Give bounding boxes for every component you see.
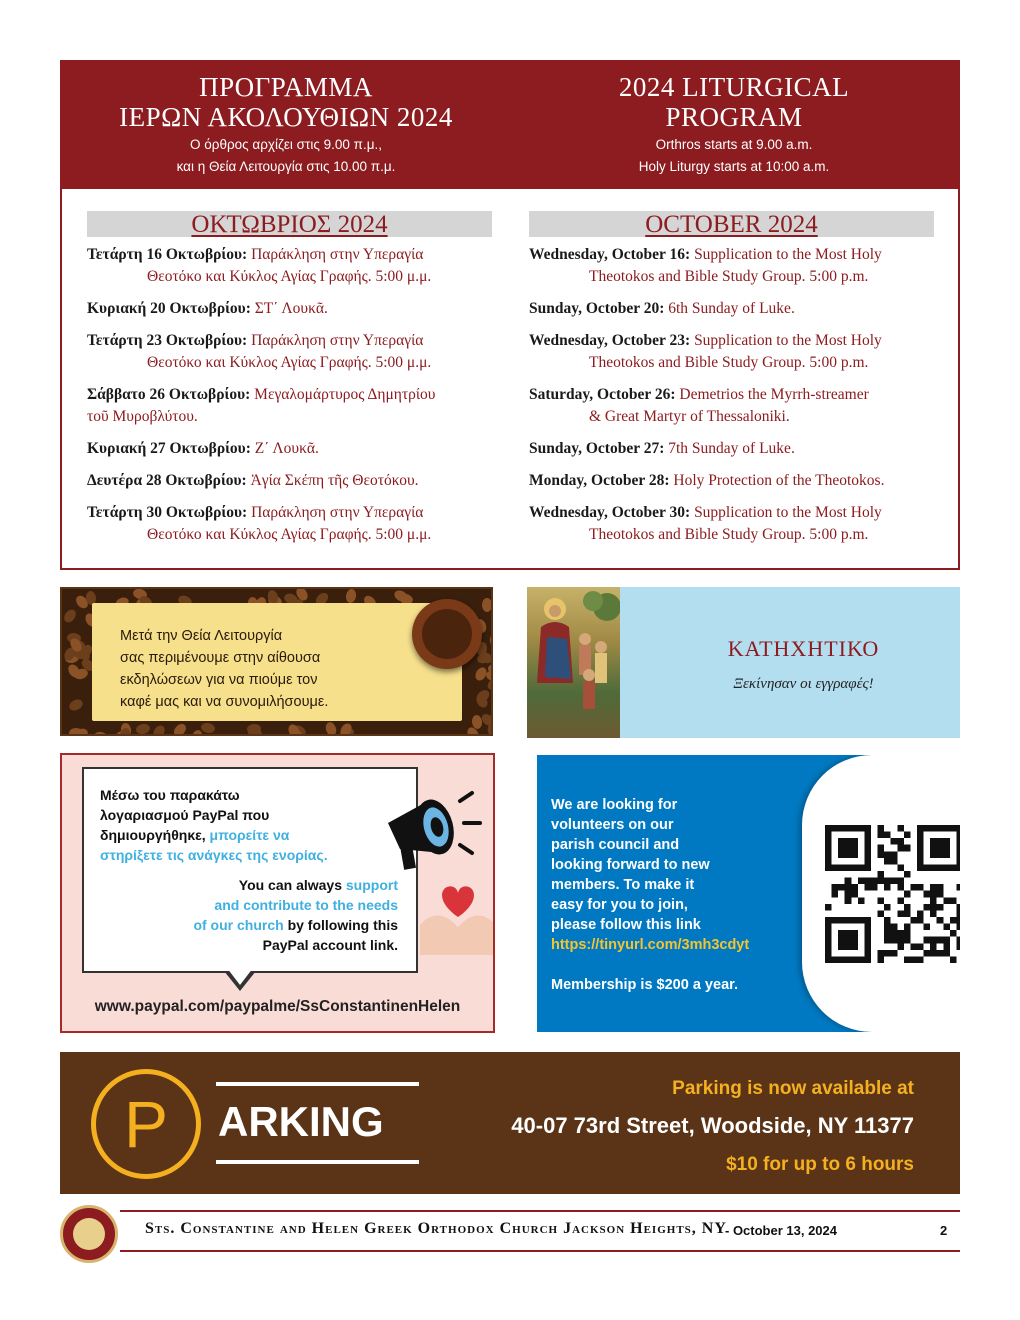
footer-rule-top [120,1210,960,1212]
qr-module [917,910,924,917]
list-item [529,330,949,374]
english-title-line1: 2024 LITURGICAL [618,72,850,102]
list-item [87,330,507,374]
page-number: 2 [940,1223,948,1238]
qr-module [943,924,950,931]
qr-module [937,950,944,957]
footer-church-name: Sts. Constantine and Helen Greek Orthodox Church Jackson Heights, NY [145,1220,727,1237]
event-date: Τετάρτη 23 Οκτωβρίου: [87,332,248,349]
event-text: Παράκληση στην Υπεραγία [251,246,424,263]
qr-module [851,884,858,891]
volunteers-link[interactable]: https://tinyurl.com/3mh3cdyt [551,937,750,953]
qr-module [884,851,891,858]
english-subtitle-1: Orthros starts at 9.00 a.m. [655,137,813,152]
qr-module [917,917,924,924]
event-text: Supplication to the Most Holy [694,332,882,349]
christ-with-children-icon [527,587,620,738]
qr-module [891,950,898,957]
event-text: Demetrios the Myrrh-streamer [679,386,869,403]
qr-module [930,943,937,950]
coffee-bean-icon [61,608,77,625]
qr-module [950,917,957,924]
qr-module [878,832,885,839]
event-date: Wednesday, October 16: [529,246,691,263]
qr-module [943,897,950,904]
qr-module [832,891,839,898]
event-text: Μεγαλομάρτυρος Δημητρίου [254,386,436,403]
qr-module [930,897,937,904]
qr-module [924,937,931,944]
event-text-continued: & Great Martyr of Thessaloniki. [589,408,790,425]
qr-module [871,884,878,891]
event-text-continued: Theotokos and Bible Study Group. 5:00 p.m. [589,354,869,371]
qr-module [950,897,957,904]
coffee-bean-icon [324,721,338,736]
qr-module [904,910,911,917]
event-text-continued: Θεοτόκο και Κύκλος Αγίας Γραφής. 5:00 μ.μ. [147,354,432,371]
list-item [529,244,949,288]
parking-price: $10 for up to 6 hours [726,1154,914,1175]
qr-module [917,825,924,871]
qr-module [897,878,904,885]
list-item [529,298,949,320]
qr-module [904,956,911,963]
coffee-bean-icon [200,722,216,734]
catechism-banner [527,587,960,738]
greek-subtitle-2: και η Θεία Λειτουργία στις 10.00 π.μ. [176,159,396,174]
church-seal-logo [60,1205,118,1263]
qr-module [825,917,871,924]
qr-module [943,943,950,950]
qr-module [943,937,950,944]
volunteers-text [551,795,791,995]
qr-module [878,851,885,858]
coffee-line: σας περιμένουμε στην αίθουσα [120,650,321,666]
qr-module [924,924,931,931]
qr-module [956,910,960,917]
qr-module [904,904,911,911]
list-item [87,438,507,460]
qr-module [930,910,937,917]
paypal-donation-box [60,753,495,1033]
divider [216,1160,419,1164]
paypal-english-fragment: You can always [238,877,342,893]
english-month-heading: OCTOBER 2024 [529,211,934,237]
speech-bubble-tail [224,971,256,991]
event-date: Wednesday, October 30: [529,504,691,521]
list-item [87,384,507,428]
qr-module [825,904,832,911]
paypal-greek-line: λογαριασμού PayPal που [100,807,270,823]
event-date: Τετάρτη 30 Οκτωβρίου: [87,504,248,521]
qr-code[interactable] [825,825,960,963]
qr-module [897,937,904,944]
qr-module [956,937,960,944]
paypal-english-text [98,875,398,955]
event-text: ΣΤ΄ Λουκᾶ. [254,300,328,317]
parking-letter: P [123,1087,169,1161]
coffee-line: εκδηλώσεων για να πιούμε τον [120,672,318,688]
paypal-english-highlight: and contribute to the needs [214,897,398,913]
qr-module [845,884,852,891]
list-item [529,438,949,460]
speech-bubble [82,767,418,973]
event-text-continued: τοῦ Μυροβλύτου. [87,408,198,425]
greek-title-line2: ΙΕΡΩΝ ΑΚΟΛΟΥΘΙΩΝ 2024 [119,102,453,132]
qr-module [897,897,904,904]
event-text: 7th Sunday of Luke. [668,440,795,457]
qr-module [884,937,891,944]
qr-module [832,884,839,891]
qr-module [897,838,904,845]
paypal-english-line [98,915,398,935]
qr-module [910,956,917,963]
liturgical-program [60,60,960,570]
coffee-hour-banner [60,587,493,736]
qr-module [897,930,904,937]
volunteers-line: parish council and [551,837,680,853]
event-date: Κυριακή 20 Οκτωβρίου: [87,300,251,317]
qr-module [937,904,944,911]
qr-module [825,825,871,832]
qr-module [878,825,885,832]
volunteers-line: members. To make it [551,877,695,893]
coffee-text [120,625,420,713]
qr-module [884,904,891,911]
divider [216,1082,419,1086]
qr-module [937,884,944,891]
qr-module [956,884,960,891]
list-item [87,502,507,546]
coffee-cup-icon [412,599,482,669]
qr-module [956,917,960,924]
qr-module [937,937,944,944]
qr-module [878,950,885,957]
qr-module [838,838,858,858]
qr-module [904,930,911,937]
volunteers-line: We are looking for [551,797,678,813]
event-date: Sunday, October 27: [529,440,665,457]
qr-module [930,904,937,911]
parking-availability: Parking is now available at [672,1078,914,1099]
volunteers-line: looking forward to new [551,857,710,873]
volunteers-line: volunteers on our [551,817,674,833]
qr-module [924,891,931,898]
paypal-greek-highlight: στηρίξετε τις ανάγκες της ενορίας. [100,847,328,863]
qr-module [943,950,950,957]
seal-center [73,1218,105,1250]
qr-module [878,910,885,917]
qr-module [904,891,911,898]
event-text: Holy Protection of the Theotokos. [673,472,885,489]
qr-module [956,825,960,871]
qr-module [891,924,898,931]
qr-module [897,910,904,917]
liturgical-header [62,62,958,189]
qr-module [891,937,898,944]
qr-module [904,937,911,944]
list-item [529,502,949,546]
qr-module [884,930,891,937]
paypal-link[interactable]: www.paypal.com/paypalme/SsConstantinenHelen [94,998,461,1015]
qr-module [930,950,937,957]
qr-module [897,943,904,950]
parking-address: 40-07 73rd Street, Woodside, NY 11377 [511,1113,914,1138]
footer-date: - October 13, 2024 [725,1223,837,1238]
event-date: Monday, October 28: [529,472,670,489]
qr-module [924,904,931,911]
qr-module [884,924,891,931]
list-item [529,470,949,492]
qr-module [884,884,891,891]
coffee-bean-icon [345,588,357,604]
qr-module [930,838,950,858]
parking-circle-icon [91,1069,201,1179]
event-date: Saturday, October 26: [529,386,676,403]
catechism-subtitle: Ξεκίνησαν οι εγγραφές! [733,676,874,692]
coffee-bean-icon [93,730,109,736]
qr-module [845,891,852,898]
event-text: 6th Sunday of Luke. [668,300,795,317]
greek-month-heading: ΟΚΤΩΒΡΙΟΣ 2024 [87,211,492,237]
english-subtitle-2: Holy Liturgy starts at 10:00 a.m. [638,159,830,174]
event-date: Σάββατο 26 Οκτωβρίου: [87,386,251,403]
qr-module [930,891,937,898]
qr-module [884,858,891,865]
qr-module [884,950,891,957]
english-title-line2: PROGRAM [665,102,803,132]
membership-fee: Membership is $200 a year. [551,977,738,993]
event-date: Sunday, October 20: [529,300,665,317]
parking-word: ARKING [218,1098,384,1145]
greek-title-line1: ΠΡΟΓΡΑΜΜΑ [199,72,373,102]
paypal-greek-highlight: μπορείτε να [209,827,290,843]
qr-module [904,845,911,852]
qr-module [956,924,960,931]
list-item [529,384,949,428]
event-text: Supplication to the Most Holy [694,246,882,263]
qr-module [917,884,924,891]
coffee-bean-icon [151,723,167,736]
coffee-bean-icon [489,633,493,649]
event-text: Ἁγία Σκέπη τῆς Θεοτόκου. [250,472,419,489]
qr-module [930,884,937,891]
qr-module [864,917,871,963]
qr-module [956,943,960,950]
qr-module [864,825,871,871]
qr-module [845,897,852,904]
qr-module [897,864,904,871]
paypal-english-fragment: by following this [287,917,398,933]
qr-module [825,864,871,871]
qr-module [884,917,891,924]
paypal-greek-fragment: δημιουργήθηκε, [100,827,206,843]
qr-module [891,878,898,885]
qr-module [891,930,898,937]
catechism-title: ΚΑΤΗΧΗΤΙΚΟ [727,636,880,661]
qr-module [930,937,937,944]
qr-module [858,878,865,885]
event-text: Παράκληση στην Υπεραγία [251,504,424,521]
list-item [87,298,507,320]
event-text-continued: Theotokos and Bible Study Group. 5:00 p.m. [589,268,869,285]
qr-module [825,917,832,963]
qr-module [884,832,891,839]
paypal-greek-text [100,785,400,865]
qr-module [825,956,871,963]
coffee-bean-icon [171,722,188,736]
greek-subtitle-1: Ο όρθρος αρχίζει στις 9.00 π.μ., [190,137,382,152]
qr-module [864,878,871,885]
qr-module [871,878,878,885]
qr-module [864,884,871,891]
qr-module [891,858,898,865]
event-text-continued: Theotokos and Bible Study Group. 5:00 p.m. [589,526,869,543]
qr-module [910,884,917,891]
paypal-greek-line: Μέσω του παρακάτω [100,787,240,803]
qr-module [891,838,898,845]
qr-module [950,956,957,963]
qr-module [897,825,904,832]
qr-module [891,851,898,858]
qr-module [878,878,885,885]
parking-banner [60,1052,960,1194]
qr-module [950,930,957,937]
qr-module [904,832,911,839]
qr-module [838,930,858,950]
qr-module [838,884,845,891]
qr-module [897,884,904,891]
event-date: Δευτέρα 28 Οκτωβρίου: [87,472,247,489]
event-text: Παράκληση στην Υπεραγία [251,332,424,349]
qr-module [937,917,944,924]
qr-module [884,878,891,885]
english-header [510,72,958,178]
greek-header [62,72,510,178]
event-text-continued: Θεοτόκο και Κύκλος Αγίας Γραφής. 5:00 μ.μ. [147,526,432,543]
qr-module [845,878,852,885]
paypal-greek-line [100,825,400,845]
event-date: Κυριακή 27 Οκτωβρίου: [87,440,251,457]
paypal-english-highlight: support [345,877,398,893]
paypal-english-line: PayPal account link. [262,937,398,953]
volunteers-line: easy for you to join, [551,897,688,913]
event-date: Τετάρτη 16 Οκτωβρίου: [87,246,248,263]
qr-module [825,825,832,871]
qr-module [910,917,917,924]
coffee-bean-icon [135,722,151,734]
volunteers-line: please follow this link [551,917,701,933]
event-text: Ζ΄ Λουκᾶ. [254,440,319,457]
paypal-english-highlight: of our church [193,917,284,933]
coffee-bean-icon [68,698,85,713]
qr-module [917,956,924,963]
coffee-bean-icon [482,598,492,612]
qr-module [937,891,944,898]
qr-module [917,943,924,950]
qr-module [904,871,911,878]
qr-module [956,904,960,911]
qr-module [924,950,931,957]
list-item [87,244,507,288]
paypal-english-line [98,875,398,895]
qr-module [878,845,885,852]
event-text-continued: Θεοτόκο και Κύκλος Αγίας Γραφής. 5:00 μ.μ. [147,268,432,285]
qr-module [910,943,917,950]
qr-module [858,897,865,904]
volunteers-box [537,755,960,1032]
qr-module [878,897,885,904]
footer-rule-bottom [120,1250,960,1252]
event-date: Wednesday, October 23: [529,332,691,349]
qr-module [904,924,911,931]
list-item [87,470,507,492]
qr-module [851,891,858,898]
event-text: Supplication to the Most Holy [694,504,882,521]
hands-heart-icon [418,865,495,955]
spacer [551,955,791,975]
qr-module [878,956,885,963]
qr-module [897,845,904,852]
coffee-line: Μετά την Θεία Λειτουργία [120,628,283,644]
qr-module [878,871,885,878]
coffee-line: καφέ μας και να συνομιλήσουμε. [120,694,329,710]
